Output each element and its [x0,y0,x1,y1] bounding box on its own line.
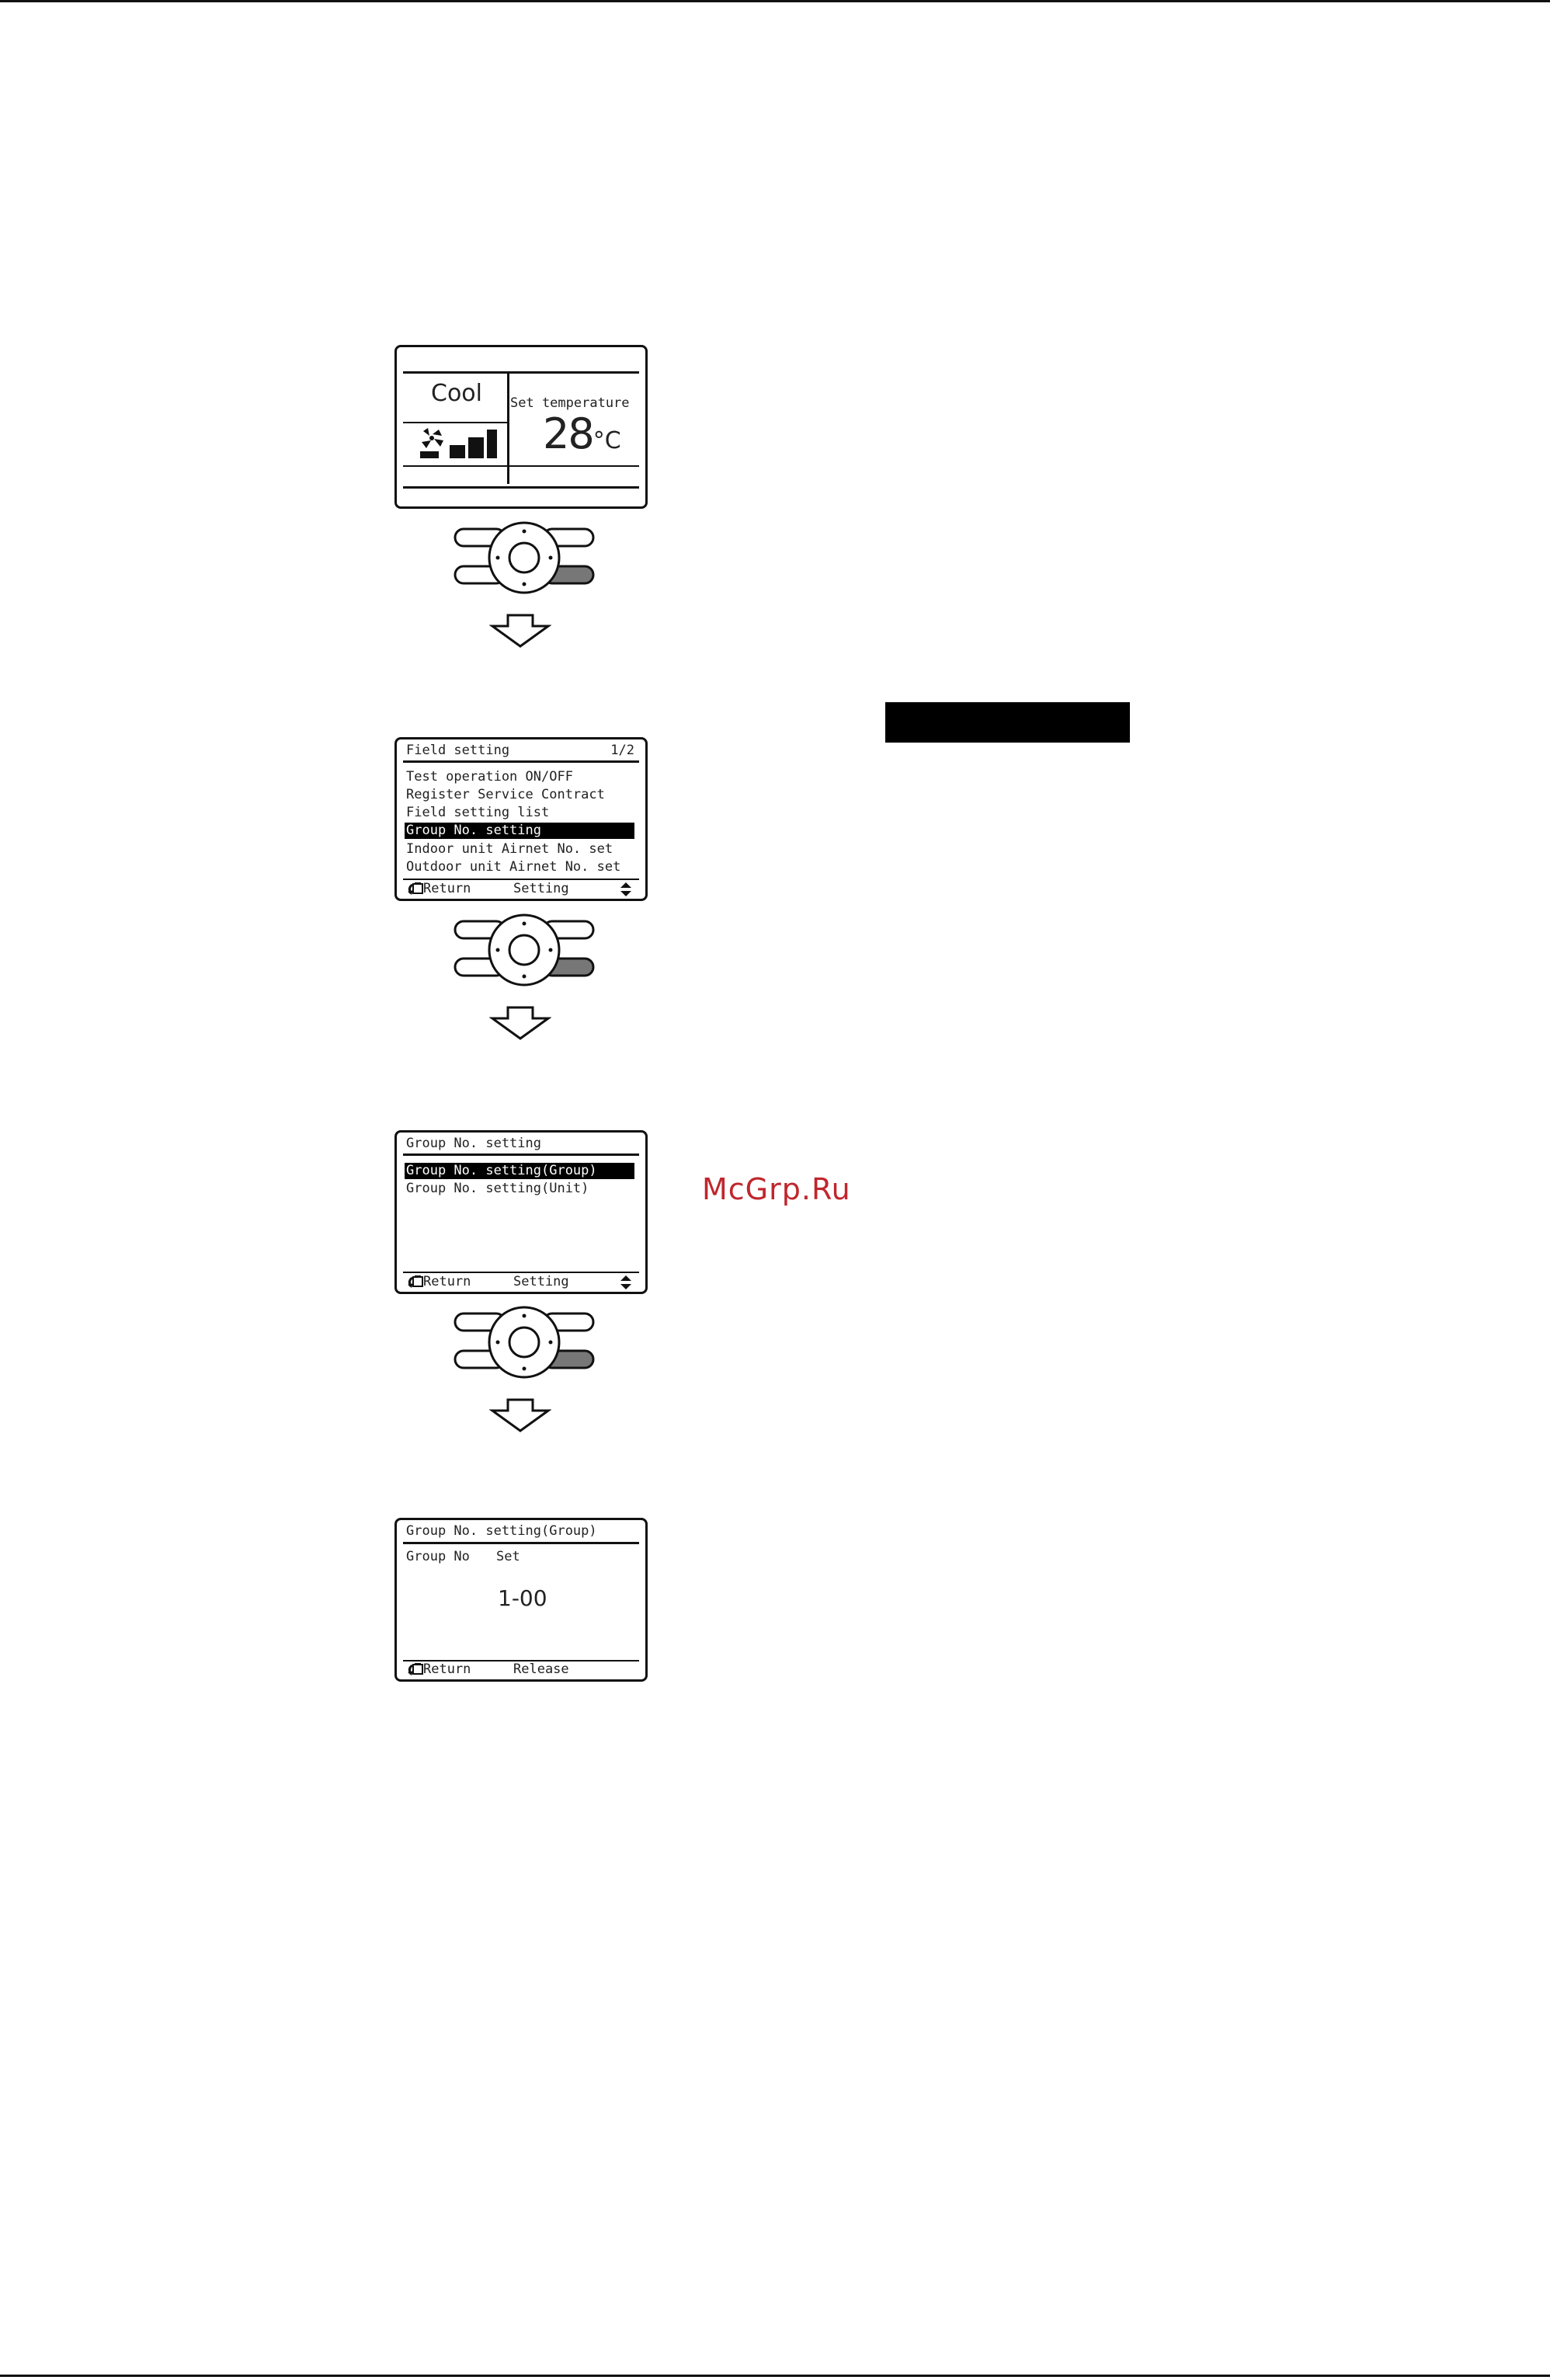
return-label: Return [423,1661,471,1677]
watermark-text: McGrp.Ru [702,1172,851,1206]
temperature-value [543,409,621,458]
top-rule [0,0,1550,2]
lcd-screen-main [394,345,648,509]
setting-label: Setting [513,881,569,896]
divider [507,373,509,484]
menu-item-selected[interactable]: Group No. setting [405,823,634,839]
menu-item[interactable]: Field setting list [406,805,550,820]
group-no-column-label: Group No [406,1549,470,1564]
return-label: Return [423,881,471,896]
return-icon [406,882,423,896]
screen-footer [403,1661,639,1678]
down-arrow-icon [489,614,551,648]
menu-item-selected[interactable]: Group No. setting(Group) [405,1163,634,1179]
set-temperature-label: Set temperature [510,395,630,411]
divider [403,422,507,423]
down-arrow-icon [489,1006,551,1040]
page-indicator: 1/2 [610,743,634,758]
fan-speed-bars [448,428,498,459]
set-column-label: Set [496,1549,520,1564]
menu-item[interactable]: Register Service Contract [406,787,605,802]
screen-title: Group No. setting(Group) [406,1523,597,1539]
lcd-screen-field-setting [394,737,648,901]
screen-footer [403,1273,639,1290]
return-label: Return [423,1274,471,1289]
release-label: Release [513,1661,569,1677]
screen-title: Group No. setting [406,1136,541,1151]
return-icon [406,1662,423,1676]
return-button[interactable] [406,880,471,897]
divider [403,371,639,374]
menu-item[interactable]: Group No. setting(Unit) [406,1181,589,1196]
divider [403,465,639,467]
up-down-icon [620,882,631,901]
divider [403,1153,639,1156]
temperature-number: 28 [543,409,593,458]
divider [403,1542,639,1544]
down-arrow-icon [489,1398,551,1432]
redacted-label [885,702,1130,743]
up-down-icon [620,1275,631,1294]
temperature-unit: °C [593,427,621,454]
return-button[interactable] [406,1661,471,1678]
bottom-rule [0,2375,1550,2377]
lcd-screen-group-setting [394,1518,648,1682]
group-number-value[interactable]: 1-00 [498,1585,547,1611]
return-button[interactable] [406,1273,471,1290]
screen-footer [403,880,639,897]
controller-pad [450,521,598,596]
screen-title: Field setting [406,743,510,758]
menu-item[interactable]: Outdoor unit Airnet No. set [406,859,621,875]
divider [403,760,639,763]
divider [403,486,639,489]
menu-item[interactable]: Indoor unit Airnet No. set [406,841,613,857]
menu-item[interactable]: Test operation ON/OFF [406,769,573,785]
mode-label: Cool [431,380,482,407]
setting-label: Setting [513,1274,569,1289]
return-icon [406,1275,423,1289]
controller-pad [450,913,598,988]
controller-pad [450,1306,598,1380]
fan-icon [419,428,447,459]
lcd-screen-group-no-setting [394,1130,648,1294]
